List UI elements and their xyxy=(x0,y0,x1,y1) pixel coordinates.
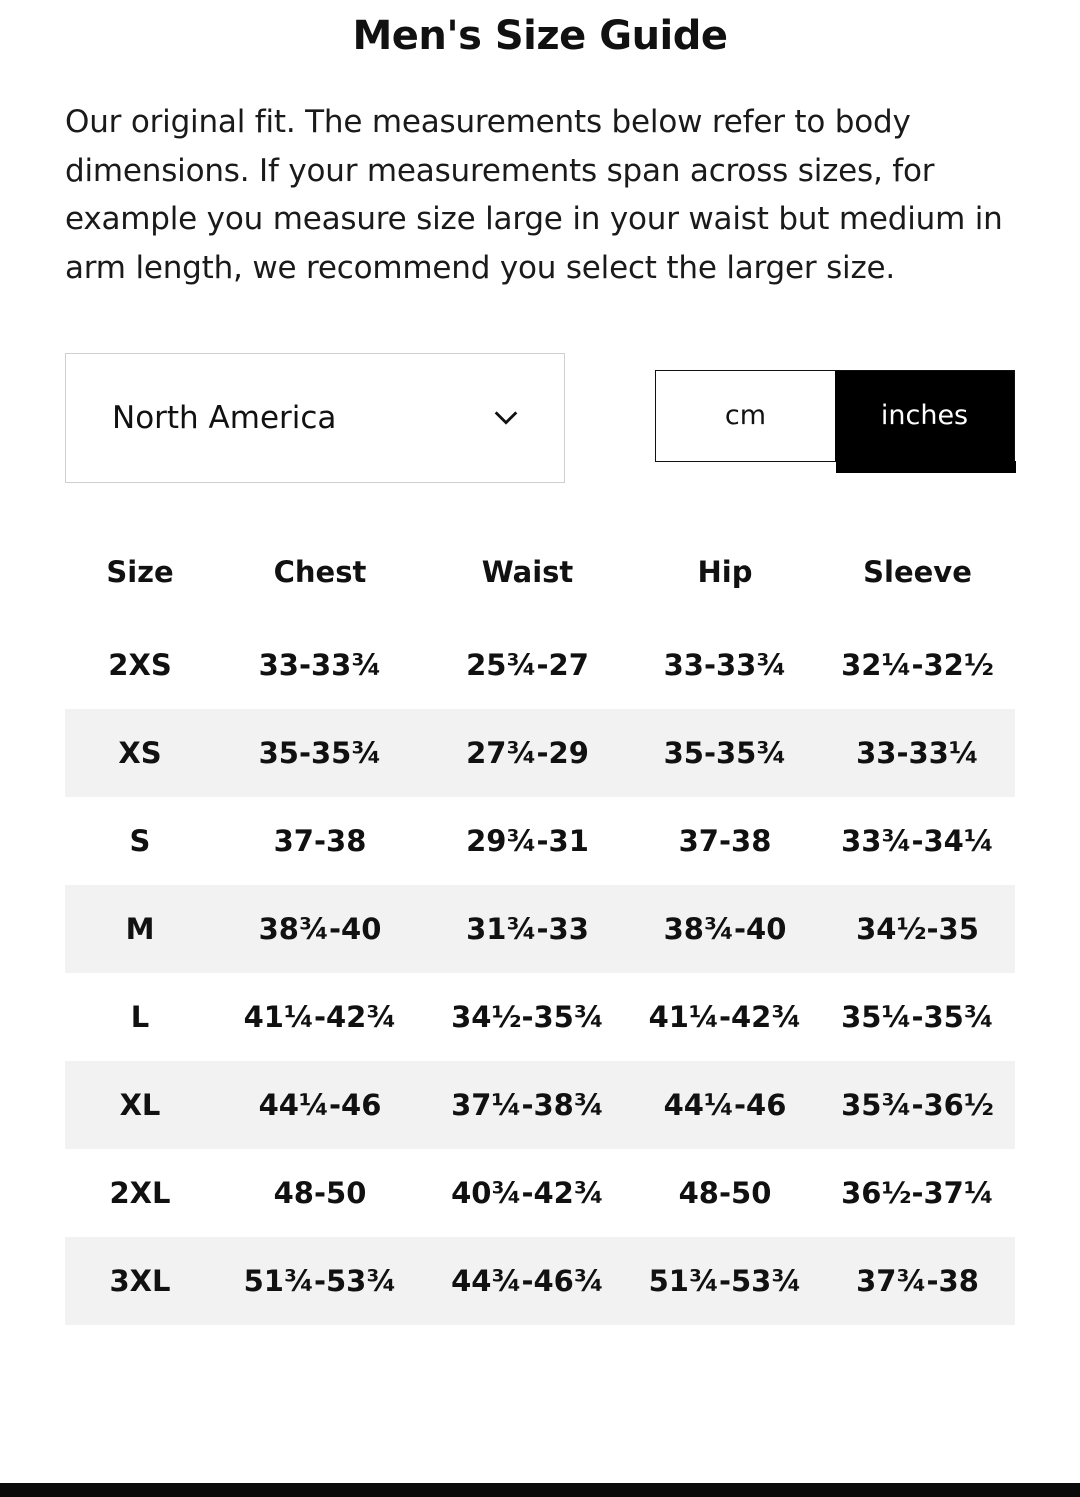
cell-size: 2XS xyxy=(108,647,172,682)
cell-size: 2XL xyxy=(109,1175,171,1210)
cell-sleeve: 33¾-34¼ xyxy=(841,823,994,858)
table-row xyxy=(65,797,1015,885)
cell-sleeve: 32¼-32½ xyxy=(841,647,994,682)
column-header-hip: Hip xyxy=(697,554,753,589)
unit-toggle[interactable] xyxy=(655,370,1015,462)
table-header-row xyxy=(65,541,1015,621)
cell-sleeve: 35¼-35¾ xyxy=(841,999,994,1034)
cell-waist: 25¾-27 xyxy=(466,647,589,682)
cell-waist: 44¾-46¾ xyxy=(451,1263,604,1298)
cell-sleeve: 36½-37¼ xyxy=(841,1175,994,1210)
cell-waist: 37¼-38¾ xyxy=(451,1087,604,1122)
table-row xyxy=(65,885,1015,973)
unit-option-cm[interactable]: cm xyxy=(656,371,835,461)
unit-toggle-shadow xyxy=(836,461,1016,473)
table-row xyxy=(65,621,1015,709)
cell-waist: 27¾-29 xyxy=(466,735,589,770)
cell-waist: 40¾-42¾ xyxy=(451,1175,604,1210)
region-select[interactable] xyxy=(65,353,565,483)
cell-sleeve: 35¾-36½ xyxy=(841,1087,994,1122)
cell-hip: 33-33¾ xyxy=(663,647,787,682)
size-table xyxy=(65,541,1015,1325)
cell-chest: 44¼-46 xyxy=(258,1087,382,1122)
cell-hip: 38¾-40 xyxy=(663,911,787,946)
cell-size: L xyxy=(130,999,150,1034)
bottom-bar xyxy=(0,1483,1080,1497)
table-row xyxy=(65,1061,1015,1149)
cell-size: S xyxy=(129,823,151,858)
table-row xyxy=(65,973,1015,1061)
cell-hip: 41¼-42¾ xyxy=(648,999,802,1034)
cell-chest: 41¼-42¾ xyxy=(243,999,397,1034)
size-guide-page xyxy=(0,8,1080,1497)
cell-size: XL xyxy=(119,1087,161,1122)
cell-waist: 29¾-31 xyxy=(466,823,589,858)
cell-chest: 33-33¾ xyxy=(258,647,382,682)
controls-row xyxy=(65,353,1015,483)
cell-hip: 35-35¾ xyxy=(663,735,787,770)
column-header-chest: Chest xyxy=(273,554,367,589)
chevron-down-icon xyxy=(492,404,520,432)
cell-hip: 48-50 xyxy=(678,1175,772,1210)
page-title: Men's Size Guide xyxy=(352,13,728,59)
table-row xyxy=(65,1149,1015,1237)
cell-chest: 48-50 xyxy=(273,1175,367,1210)
cell-hip: 51¾-53¾ xyxy=(648,1263,802,1298)
intro-paragraph: Our original fit. The measurements below refer to body dimensions. If your measurements span across sizes, for example you measure size large in your waist but medium in arm length, we recommend you select the larger size. xyxy=(65,104,1003,286)
cell-waist: 34½-35¾ xyxy=(451,999,604,1034)
cell-waist: 31¾-33 xyxy=(466,911,589,946)
table-row xyxy=(65,1237,1015,1325)
cell-sleeve: 34½-35 xyxy=(856,911,979,946)
cell-hip: 37-38 xyxy=(678,823,772,858)
cell-size: 3XL xyxy=(109,1263,171,1298)
column-header-waist: Waist xyxy=(481,554,574,589)
cell-sleeve: 37¾-38 xyxy=(856,1263,979,1298)
column-header-size: Size xyxy=(106,554,174,589)
cell-sleeve: 33-33¼ xyxy=(856,735,979,770)
cell-chest: 35-35¾ xyxy=(258,735,382,770)
cell-chest: 38¾-40 xyxy=(258,911,382,946)
cell-hip: 44¼-46 xyxy=(663,1087,787,1122)
cell-chest: 37-38 xyxy=(273,823,367,858)
unit-option-inches[interactable]: inches xyxy=(835,371,1014,461)
cell-size: M xyxy=(125,911,155,946)
region-select-value: North America xyxy=(112,399,337,436)
column-header-sleeve: Sleeve xyxy=(863,554,972,589)
cell-size: XS xyxy=(118,735,162,770)
cell-chest: 51¾-53¾ xyxy=(243,1263,397,1298)
table-row xyxy=(65,709,1015,797)
